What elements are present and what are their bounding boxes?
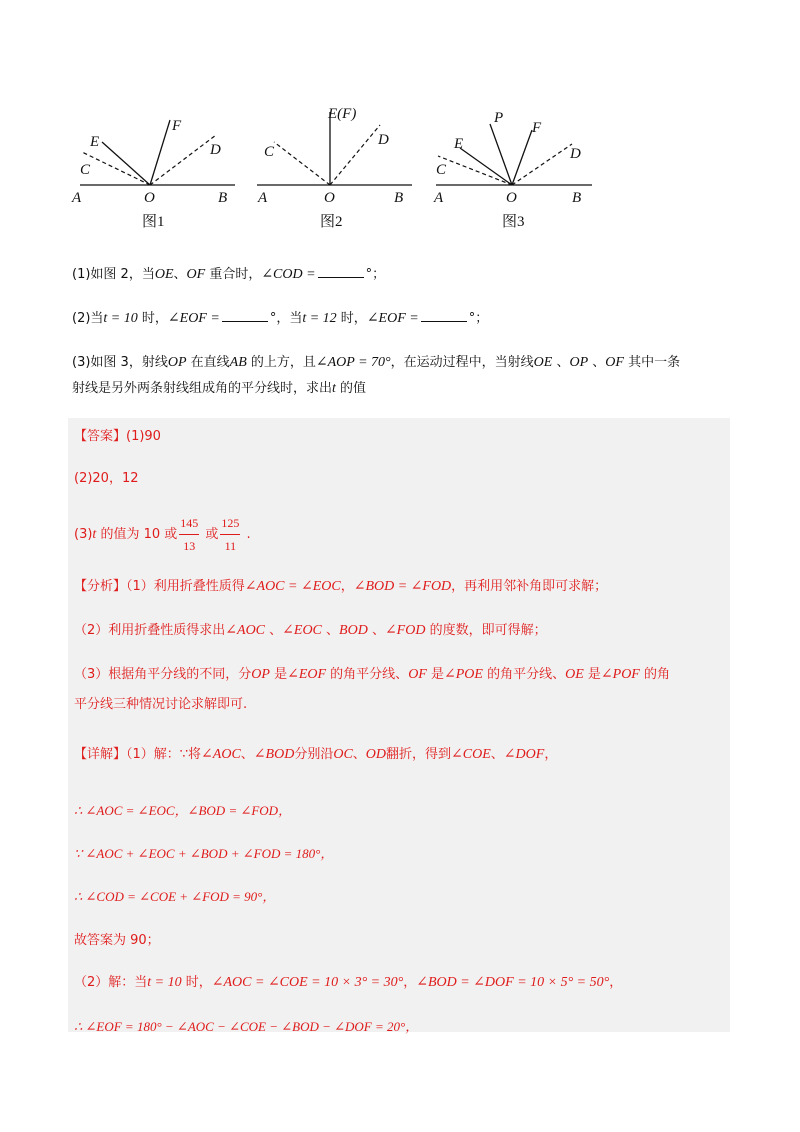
analysis-line-4: 平分线三种情况讨论求解即可. [74, 697, 248, 712]
analysis-line-2: （2）利用折叠性质得求出∠AOC 、∠EOC 、BOD 、∠FOD 的度数，即可得解； [74, 623, 547, 638]
caption-fig1: 图1 [142, 214, 165, 230]
label-c: C [80, 162, 91, 178]
label-o: O [144, 190, 155, 206]
label-a: A [258, 190, 268, 206]
label-e: E [454, 136, 464, 152]
ray-oc [274, 142, 330, 185]
answer-line-2: (2)20，12 [74, 471, 139, 486]
ray-of [512, 130, 532, 185]
label-e: E [90, 134, 100, 150]
label-d: D [378, 132, 389, 148]
detail-line-7: ∴ ∠EOF = 180° − ∠AOC − ∠COE − ∠BOD − ∠DOF = 20°， [74, 1019, 419, 1034]
figure-3 [432, 90, 602, 235]
caption-fig3: 图3 [502, 214, 525, 230]
answer-blank[interactable] [421, 309, 467, 322]
ray-od [512, 144, 572, 185]
label-o: O [506, 190, 517, 206]
label-p: P [494, 110, 504, 126]
question-3-line-1: (3)如图 3，射线OP 在直线AB 的上方，且∠AOP = 70°，在运动过程中，当射线OE 、OP 、OF 其中一条 [72, 355, 681, 370]
question-1: (1)如图 2，当OE、OF 重合时，∠COD = °； [72, 267, 386, 282]
detail-line-2: ∴ ∠AOC = ∠EOC，∠BOD = ∠FOD， [74, 803, 292, 818]
fraction-145-13: $\frac{145}{13}$ [179, 512, 199, 557]
label-b: B [218, 190, 228, 206]
ray-op [490, 124, 512, 185]
figure-1 [70, 90, 240, 235]
ray-of [150, 120, 170, 185]
ray-oc [82, 152, 150, 185]
answer-panel [68, 418, 730, 1032]
label-c: C [264, 144, 275, 160]
detail-line-4: ∴ ∠COD = ∠COE + ∠FOD = 90°， [74, 889, 276, 904]
label-f: F [172, 118, 182, 134]
label-a: A [72, 190, 82, 206]
label-d: D [570, 146, 581, 162]
analysis-line-3: （3）根据角平分线的不同，分OP 是∠EOF 的角平分线、OF 是∠POE 的角平分线、OE 是∠POF 的角 [74, 667, 670, 682]
label-a: A [434, 190, 444, 206]
label-c: C [436, 162, 447, 178]
ray-oe [102, 142, 150, 185]
label-f: F [532, 120, 542, 136]
label-b: B [394, 190, 404, 206]
ray-od [330, 125, 380, 185]
answer-line-1: 【答案】(1)90 [74, 429, 161, 444]
figures-row [0, 90, 800, 240]
ray-oe [460, 148, 512, 185]
fraction-125-11: $\frac{125}{11}$ [220, 512, 240, 557]
answer-blank[interactable] [222, 309, 268, 322]
detail-line-3: ∵ ∠AOC + ∠EOC + ∠BOD + ∠FOD = 180°， [74, 846, 334, 861]
label-d: D [210, 142, 221, 158]
caption-fig2: 图2 [320, 214, 343, 230]
ray-od [150, 135, 216, 185]
detail-line-5: 故答案为 90； [74, 933, 160, 948]
detail-line-6: （2）解：当t = 10 时，∠AOC = ∠COE = 10 × 3° = 30°，∠BOD = ∠DOF = 10 × 5° = 50°， [74, 975, 623, 990]
label-ef: E(F) [328, 106, 357, 122]
label-b: B [572, 190, 582, 206]
answer-line-3: (3)t 的值为 10 或 $\frac{145}{13}$ 或 $\frac{125}{11}$ . [74, 512, 251, 557]
ray-oc [438, 156, 512, 185]
question-3 [72, 350, 732, 402]
detail-line-1: 【详解】（1）解：∵将∠AOC、∠BOD分别沿OC、OD翻折，得到∠COE、∠DOF， [74, 747, 558, 762]
answer-blank[interactable] [318, 265, 364, 278]
figure-2 [252, 90, 422, 235]
question-3-line-2: 射线是另外两条射线组成角的平分线时，求出t 的值 [72, 381, 367, 396]
question-2: (2)当t = 10 时，∠EOF = °，当t = 12 时，∠EOF = °； [72, 311, 489, 326]
label-o: O [324, 190, 335, 206]
analysis-line-1: 【分析】（1）利用折叠性质得∠AOC = ∠EOC，∠BOD = ∠FOD，再利用邻补角即可求解； [74, 579, 608, 594]
